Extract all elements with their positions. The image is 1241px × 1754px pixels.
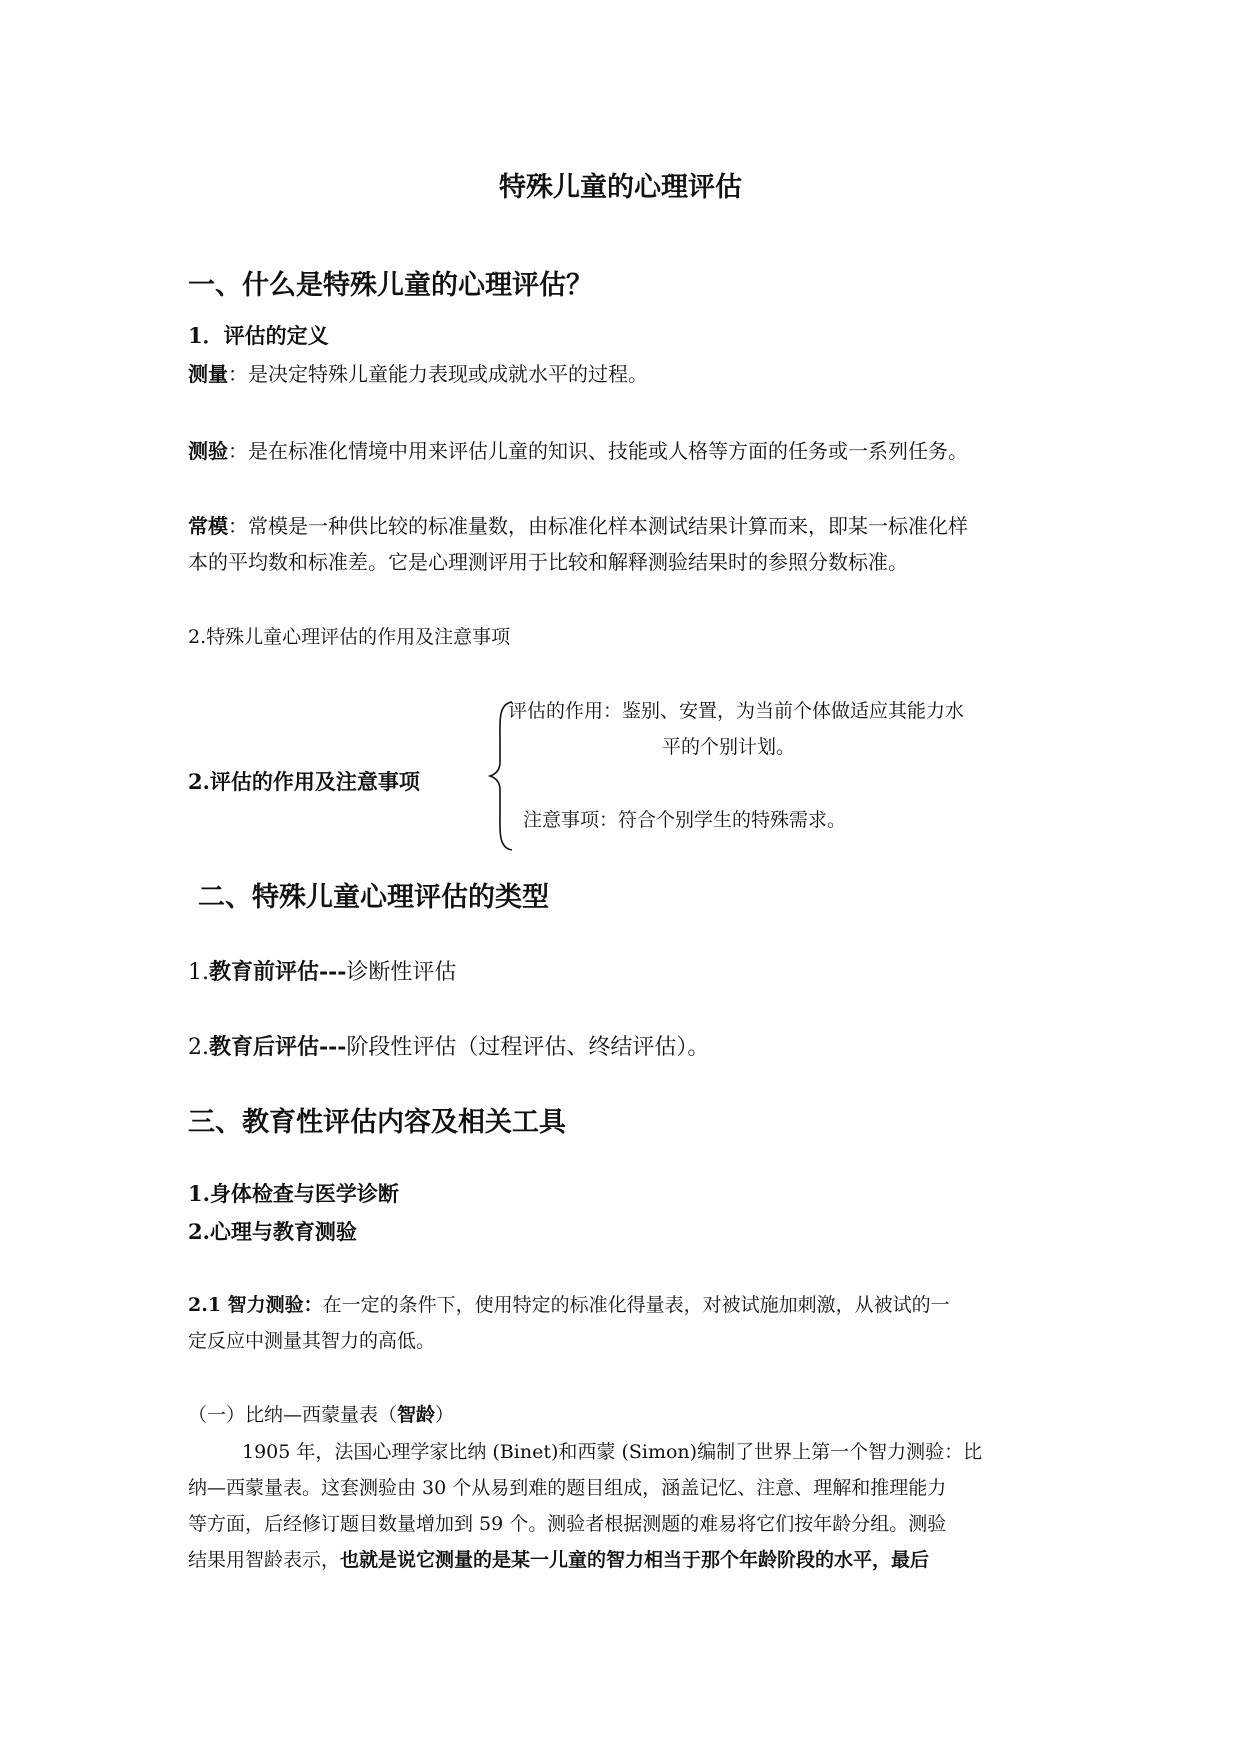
binet-line4-normal: 结果用智龄表示， [188,1549,341,1571]
iq-text-line2: 定反应中测量其智力的高低。 [188,1330,436,1352]
binet-line2: 纳—西蒙量表。这套测验由 30 个从易到难的题目组成，涵盖记忆、注意、理解和推理能力 [188,1477,947,1499]
iq-term: 2.1 智力测验： [188,1294,323,1316]
psych-test-subheading: 2.心理与教育测验 [188,1219,357,1244]
post-education-dash: --- [319,1034,347,1060]
pre-education-num: 1. [188,960,209,985]
norm-text-line2: 本的平均数和标准差。它是心理测评用于比较和解释测验结果时的参照分数标准。 [188,550,908,574]
binet-heading-suffix: ） [435,1404,455,1426]
norm-text-line1: 常模是一种供比较的标准量数，由标准化样本测试结果计算而来，即某一标准化样 [248,514,968,538]
norm-paragraph-line1 [188,510,968,539]
role-subheading: 2.特殊儿童心理评估的作用及注意事项 [188,626,511,648]
pre-education-item [188,955,456,986]
binet-line3: 等方面，后经修订题目数量增加到 59 个。测验者根据测题的难易将它们按年龄分组。测验 [188,1513,947,1535]
diagram-label: 2.评估的作用及注意事项 [188,769,420,794]
post-education-term: 教育后评估 [209,1034,320,1060]
pre-education-term: 教育前评估 [209,959,320,985]
norm-term: 常模 [188,514,228,538]
norm-colon: ： [228,514,248,538]
binet-heading [188,1400,454,1427]
role-text-line2: 平的个别计划。 [662,736,796,758]
binet-heading-bold: 智龄 [397,1404,436,1426]
section3-heading: 三、教育性评估内容及相关工具 [188,1107,566,1138]
test-term: 测验 [188,439,228,463]
binet-line4-bold: 也就是说它测量的是某一儿童的智力相当于那个年龄阶段的水平，最后 [340,1549,930,1571]
notes-text: 注意事项：符合个别学生的特殊需求。 [523,809,847,831]
page-title: 特殊儿童的心理评估 [499,172,742,203]
test-text: 是在标准化情境中用来评估儿童的知识、技能或人格等方面的任务或一系列任务。 [248,439,968,463]
iq-text-line1: 在一定的条件下，使用特定的标准化得量表，对被试施加刺激，从被试的一 [322,1294,950,1316]
curly-brace-icon [488,700,518,852]
binet-line4 [188,1545,929,1572]
binet-line1: 1905 年，法国心理学家比纳 (Binet)和西蒙 (Simon)编制了世界上第一个智力测验：比 [242,1441,983,1463]
pre-education-text: 诊断性评估 [346,960,457,985]
post-education-item [188,1030,709,1061]
definition-subheading: 1．评估的定义 [188,323,329,348]
binet-heading-prefix: （一）比纳—西蒙量表（ [188,1404,398,1426]
measurement-colon: ： [228,362,248,386]
test-paragraph [188,435,968,464]
measurement-term: 测量 [188,362,228,386]
section2-heading: 二、特殊儿童心理评估的类型 [198,882,549,913]
pre-education-dash: --- [319,959,347,985]
medical-subheading: 1.身体检查与医学诊断 [188,1181,399,1206]
test-colon: ： [228,439,248,463]
role-text-line1: 评估的作用：鉴别、安置，为当前个体做适应其能力水 [508,700,965,722]
post-education-text: 阶段性评估（过程评估、终结评估）。 [346,1035,710,1060]
measurement-text: 是决定特殊儿童能力表现或成就水平的过程。 [248,362,648,386]
measurement-paragraph [188,358,648,387]
section1-heading: 一、什么是特殊儿童的心理评估？ [188,270,593,301]
iq-paragraph-line1 [188,1290,950,1317]
post-education-num: 2. [188,1035,209,1060]
